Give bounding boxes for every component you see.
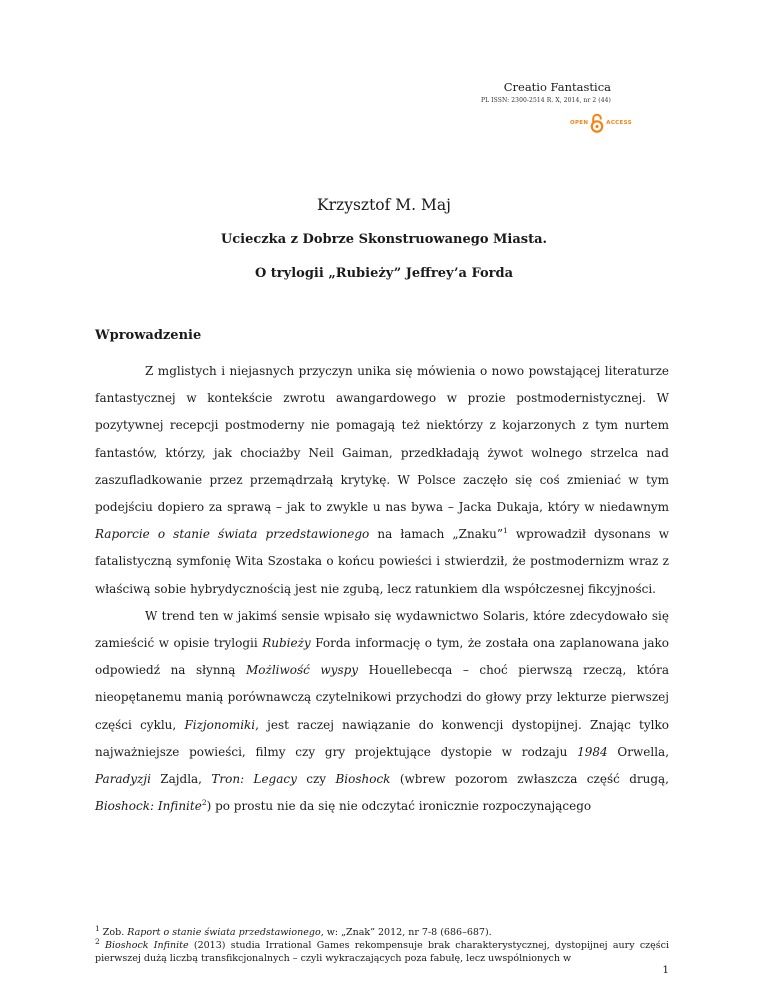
- article-author: Krzysztof M. Maj: [317, 196, 451, 214]
- open-access-logo: [570, 113, 632, 133]
- section-heading: Wprowadzenie: [95, 328, 202, 343]
- p2-title-rubiezy: Rubieży: [262, 636, 311, 651]
- open-access-access-text: ACCESS: [606, 120, 632, 126]
- p2-title-1984: 1984: [577, 744, 608, 759]
- footnote-2: [95, 936, 670, 965]
- footnote-1-number: 1: [95, 923, 100, 933]
- p2-text-e: Houellebecqa – choć pierwszą rzeczą, która nieopętanemu manią porównawczą czytelnikowi przychodzi do głowy przy lekturze pierwszej części cyklu,: [95, 663, 670, 732]
- p2-text-o: (wbrew pozorom zwłaszcza część drugą,: [390, 772, 669, 787]
- p2-text-q: ) po prostu nie da się nie odczytać ironicznie rozpoczynającego: [206, 799, 592, 814]
- p1-text-a: Z mglistych i niejasnych przyczyn unika się mówienia o nowo powstającej literaturze fantastycznej w kontekście zwrotu awangardowego w prozie postmodernistycznej. W pozytywnej recepcji postmoderny nie pomagają też niektórzy z kojarzonych z tym nurtem fantastów, którzy, jak chociażby Neil Gaiman, przedkładają żywot wolnego strzelca nad zaszufladkowanie przez przemądrzałą krytykę. W Polsce zaczęło się coś zmieniać w tym podejściu dopiero za sprawą – jak to zwykle u nas bywa – Jacka Dukaja, który w niedawnym: [95, 364, 669, 515]
- article-title-line-2: O trylogii „Rubieży” Jeffrey’a Forda: [254, 266, 514, 281]
- p1-title-raport: Raporcie o stanie świata przedstawionego: [95, 527, 370, 542]
- p2-title-bioshock: Bioshock: [335, 772, 391, 787]
- journal-issn: PL ISSN: 2300-2514 R. X, 2014, nr 2 (44): [480, 97, 611, 104]
- footnotes: [95, 923, 670, 965]
- p1-text-d: wprowadził dysonans w fatalistyczną symfonię Wita Szostaka o końcu powieści i stwierdził, że postmodernizm wraz z właściwą sobie hybrydycznością jest nie zgubą, lecz ratunkiem dla współczesnej fikcyjności.: [95, 527, 669, 596]
- footnote-2-number: 2: [95, 936, 100, 946]
- journal-name: Creatio Fantastica: [503, 80, 611, 94]
- footnote-1-title: Raport o stanie świata przedstawionego: [127, 927, 321, 938]
- journal-header: [481, 80, 611, 107]
- p2-title-fizjonomika: Fizjonomiki: [184, 717, 256, 732]
- footnote-1-text-a: Zob.: [99, 927, 128, 938]
- paragraph-2: [95, 603, 669, 821]
- footnote-ref-1[interactable]: 1: [503, 526, 508, 536]
- footnote-2-title: Bioshock Infinite: [99, 940, 189, 951]
- paragraph-1: [95, 358, 669, 603]
- p2-title-bioshock-infinite: Bioshock: Infinite: [95, 799, 202, 814]
- footnote-ref-2[interactable]: 2: [201, 798, 207, 808]
- p2-text-c: Forda informację o tym, że została ona zaplanowana jako odpowiedź na słynną: [95, 636, 669, 678]
- article-title-line-1: Ucieczka z Dobrze Skonstruowanego Miasta.: [220, 232, 548, 247]
- p2-title-paradyzja: Paradyzji: [95, 772, 151, 787]
- p2-text-k: Zajdla,: [150, 772, 212, 787]
- page-number: 1: [662, 964, 669, 976]
- article-body: [95, 358, 669, 820]
- p2-text-i: Orwella,: [607, 744, 670, 759]
- p1-text-c: na łamach „Znaku”: [369, 527, 503, 542]
- p2-title-tron: Tron: Legacy: [211, 772, 297, 787]
- p2-text-g: , jest raczej nawiązanie do konwencji dystopijnej. Znając tylko najważniejsze powieści, filmy czy gry projektujące dystopie w rodzaju: [95, 717, 669, 759]
- open-access-lock-icon: [590, 113, 604, 133]
- p2-text-a: W trend ten w jakimś sensie wpisało się wydawnictwo Solaris, które zdecydowało się zamieścić w opisie trylogii: [95, 608, 669, 651]
- footnote-1: [95, 923, 669, 939]
- p2-title-mozliwosc-wyspy: Możliwość wyspy: [245, 663, 359, 678]
- footnote-1-text-c: , w: „Znak” 2012, nr 7-8 (686–687).: [320, 927, 492, 938]
- footnote-2-text-b: (2013) studia Irrational Games rekompensuje brak charakterystycznej, dystopijnej aury części pierwszej dużą liczbą transfikcjonalnych – czyli wykraczających poza fabułę, lecz uwspólnionych w: [95, 940, 670, 964]
- p2-text-m: czy: [296, 772, 336, 787]
- open-access-open-text: OPEN: [570, 120, 589, 126]
